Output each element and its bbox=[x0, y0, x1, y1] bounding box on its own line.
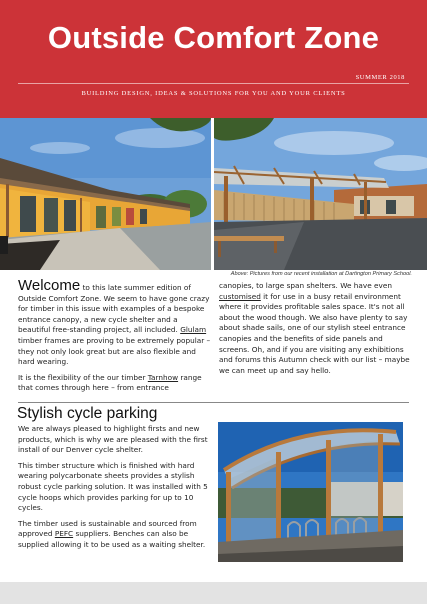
glulam-link[interactable]: Glulam bbox=[180, 325, 207, 335]
school-building-photo bbox=[0, 118, 211, 270]
photo-caption: Above: Pictures from our recent installation at Dartington Primary School. bbox=[230, 271, 412, 277]
welcome-text: timber frames are proving to be extremely popular – they not only look great but are also flexible and hard wearing. bbox=[18, 335, 211, 367]
welcome-paragraph-1 bbox=[18, 277, 212, 368]
timber-pergola-photo bbox=[214, 118, 427, 270]
welcome-paragraph-2 bbox=[18, 373, 212, 394]
customised-link[interactable]: customised bbox=[219, 291, 261, 301]
welcome-column-right bbox=[219, 281, 415, 381]
cycle-heading: Stylish cycle parking bbox=[17, 405, 158, 422]
masthead bbox=[0, 0, 427, 118]
newsletter-title: Outside Comfort Zone bbox=[47, 20, 380, 55]
welcome-lead-word: Welcome bbox=[18, 277, 81, 294]
welcome-text: to this late summer edition of Outside Comfort Zone. We seem to have gone crazy for timber in this issue with examples of a bespoke entrance canopy, a new cycle shelter and a beautiful free-standing project, all included. bbox=[18, 283, 210, 335]
tagline: BUILDING DESIGN, IDEAS & SOLUTIONS FOR YOU AND YOUR CLIENTS bbox=[81, 90, 346, 97]
cycle-paragraph-1: We are always pleased to highlight firsts and new products, which is why we are pleased with the first install of our Denver cycle shelter. bbox=[18, 424, 208, 455]
cycle-column bbox=[18, 424, 214, 556]
tarnhow-link[interactable]: Tarnhow bbox=[147, 372, 179, 382]
cycle-text: suppliers. Benches can also be supplied allowing it to be used as a waiting shelter. bbox=[18, 529, 206, 549]
cycle-shelter-photo bbox=[218, 422, 403, 562]
cycle-text: The timber used is sustainable and sourced from approved bbox=[18, 518, 197, 539]
welcome-paragraph-3 bbox=[219, 281, 415, 376]
page-footer-band bbox=[0, 582, 427, 604]
welcome-text: It is the flexibility of the our timber bbox=[18, 372, 148, 382]
welcome-text: range that comes through here – from entrance bbox=[18, 372, 202, 393]
welcome-text: canopies, to large span shelters. We have even bbox=[219, 281, 392, 290]
pefc-link[interactable]: PEFC bbox=[54, 529, 74, 539]
cycle-paragraph-3 bbox=[18, 519, 214, 551]
issue-date: SUMMER 2018 bbox=[355, 74, 405, 81]
cycle-paragraph-2: This timber structure which is finished with hard wearing polycarbonate sheets provides a stylish robust cycle parking solution. It was installed with 5 cycle hoops which provides parking for up to 10 cycles. bbox=[18, 460, 208, 513]
welcome-text: it for use in a busy retail environment where it provides profitable sales space. It's not all about the wood though. We also have plenty to say about shade sails, one of our stylish steel entrance canopies and the benefits of side panels and screens. Oh, and if you are visiting any exhibitions and forums this Autumn check with our list – maybe we can meet up and say hello. bbox=[219, 291, 410, 375]
welcome-column-left bbox=[18, 277, 212, 399]
masthead-divider bbox=[18, 83, 409, 84]
section-divider bbox=[18, 402, 409, 403]
